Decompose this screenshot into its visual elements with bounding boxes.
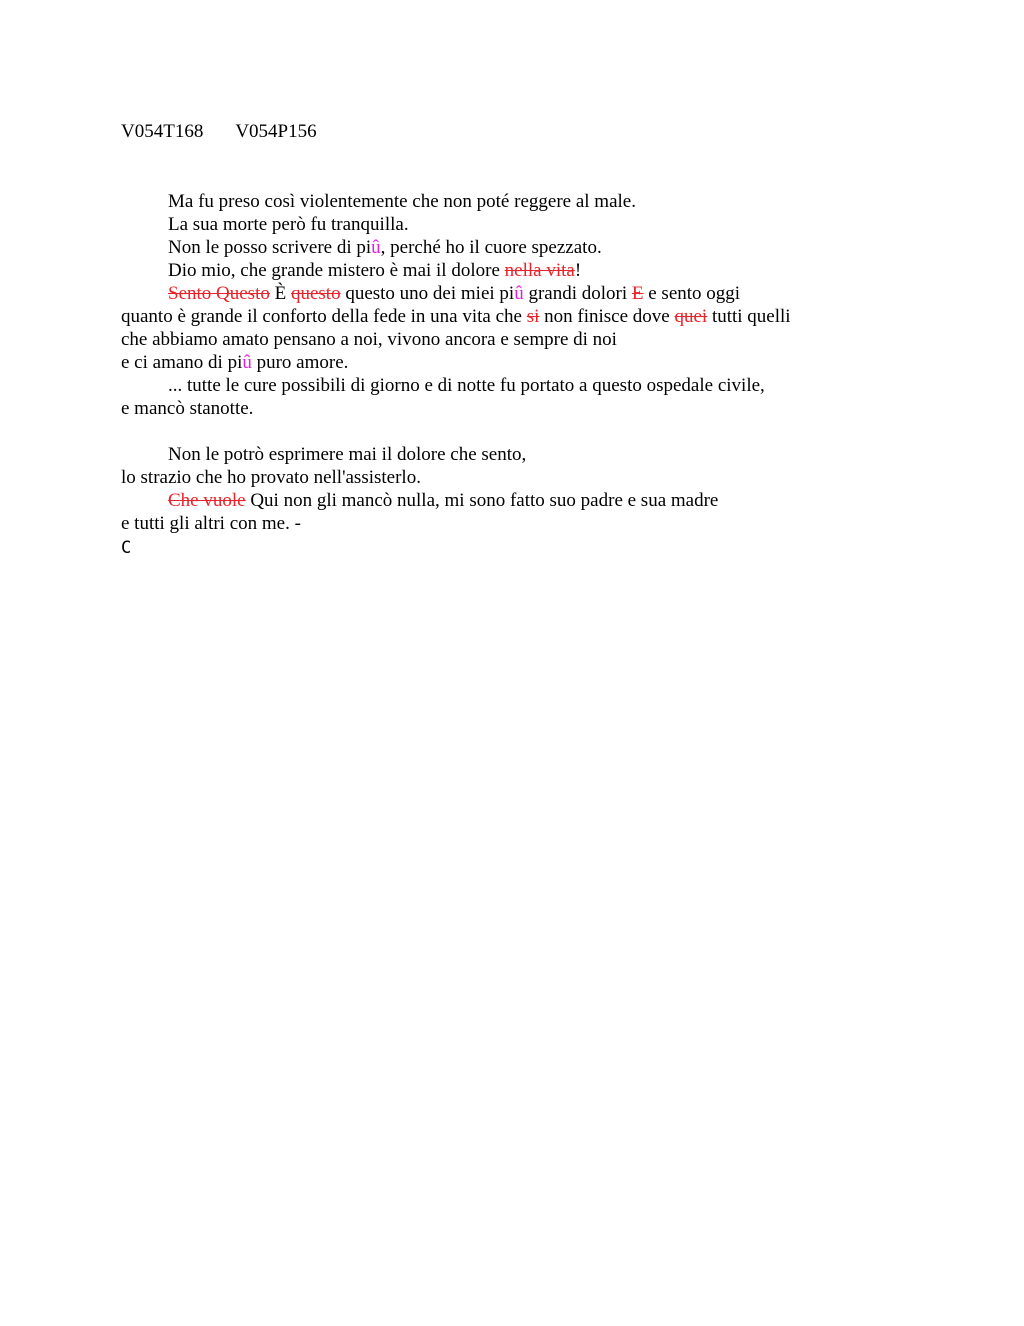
text-line (121, 443, 881, 466)
line-text: e tutti gli altri con me. - (121, 513, 301, 534)
text-line (121, 259, 881, 282)
text-line (121, 282, 881, 305)
deleted-text: si (526, 306, 540, 327)
blank-line (121, 420, 881, 443)
line-text: Qui non gli mancò nulla, mi sono fatto suo padre e sua madre (245, 490, 719, 511)
accent-mark: û (514, 283, 524, 304)
deleted-text: questo (290, 283, 341, 304)
line-text: e ci amano di pi (121, 352, 243, 373)
line-text: grandi dolori (523, 283, 632, 304)
text-code: V054T168 (121, 121, 204, 142)
text-line (121, 328, 881, 351)
accent-mark: û (242, 352, 252, 373)
accent-mark: û (371, 237, 381, 258)
text-line (121, 236, 881, 259)
page-code: V054P156 (235, 121, 317, 142)
line-text: non finisce dove (539, 306, 675, 327)
text-line (121, 512, 881, 535)
text-line (121, 351, 881, 374)
line-text: C (121, 538, 132, 558)
line-text: questo uno dei miei pi (340, 283, 515, 304)
line-text: La sua morte però fu tranquilla. (168, 214, 409, 235)
line-text: tutti quelli (707, 306, 791, 327)
deleted-text: Che vuole (168, 490, 246, 511)
deleted-text: nella vita (504, 260, 575, 281)
line-text: lo strazio che ho provato nell'assisterlo. (121, 467, 421, 488)
text-line (121, 190, 881, 213)
line-text: Non le posso scrivere di pi (168, 237, 372, 258)
document-body (121, 190, 881, 561)
deleted-text: E (631, 283, 644, 304)
text-line (121, 489, 881, 512)
text-line (121, 213, 881, 236)
line-text: Ma fu preso così violentemente che non poté reggere al male. (168, 191, 636, 212)
deleted-text: Sento Questo (168, 283, 270, 304)
text-line (121, 466, 881, 489)
line-text: ! (574, 260, 582, 281)
line-text: puro amore. (251, 352, 349, 373)
line-text: quanto è grande il conforto della fede in una vita che (121, 306, 527, 327)
line-text: che abbiamo amato pensano a noi, vivono ancora e sempre di noi (121, 329, 617, 350)
deleted-text: quei (674, 306, 708, 327)
line-text: e mancò stanotte. (121, 398, 254, 419)
line-text: Dio mio, che grande mistero è mai il dolore (168, 260, 505, 281)
document-header (121, 121, 881, 143)
line-text: ... tutte le cure possibili di giorno e di notte fu portato a questo ospedale civile, (168, 375, 765, 396)
document-page (121, 121, 881, 561)
line-text: Non le potrò esprimere mai il dolore che sento, (168, 444, 527, 465)
line-text: e sento oggi (643, 283, 741, 304)
line-text: È (269, 283, 291, 304)
text-line (121, 305, 881, 328)
text-line (121, 397, 881, 420)
text-line (121, 374, 881, 397)
text-line (121, 535, 881, 561)
line-text: , perché ho il cuore spezzato. (380, 237, 602, 258)
